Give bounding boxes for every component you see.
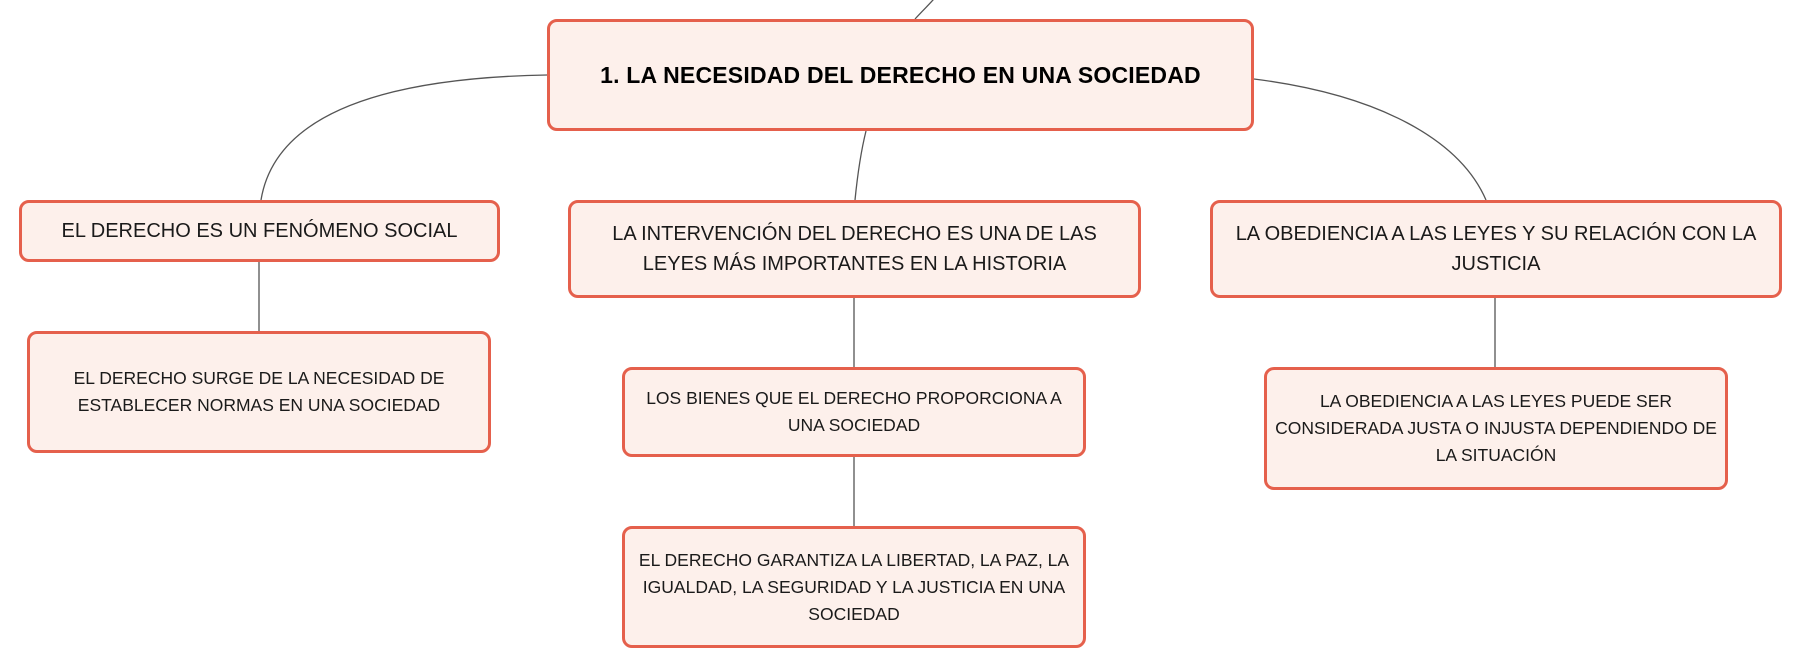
subtopic-node-obediencia-justa-injusta[interactable] bbox=[1264, 367, 1728, 490]
root-topic-label: 1. LA NECESIDAD DEL DERECHO EN UNA SOCIEDAD bbox=[600, 61, 1201, 88]
subtopic-label: LA OBEDIENCIA A LAS LEYES PUEDE SER CONSIDERADA JUSTA O INJUSTA DEPENDIENDO DE LA SITUACIÓN bbox=[1275, 391, 1717, 465]
connector-parent-to-root bbox=[915, 0, 938, 19]
branch-label: LA INTERVENCIÓN DEL DERECHO ES UNA DE LAS LEYES MÁS IMPORTANTES EN LA HISTORIA bbox=[612, 223, 1097, 275]
subtopic-label: EL DERECHO SURGE DE LA NECESIDAD DE ESTABLECER NORMAS EN UNA SOCIEDAD bbox=[73, 368, 445, 415]
subtopic-label: EL DERECHO GARANTIZA LA LIBERTAD, LA PAZ, LA IGUALDAD, LA SEGURIDAD Y LA JUSTICIA EN UNA SOCIEDAD bbox=[638, 549, 1070, 624]
branch-node-obediencia-a-las-leyes[interactable] bbox=[1210, 200, 1782, 298]
subtopic-node-derecho-garantiza[interactable] bbox=[622, 526, 1086, 648]
connector-root-to-branch-2 bbox=[855, 131, 866, 200]
subtopic-node-bienes-del-derecho[interactable] bbox=[622, 367, 1086, 457]
root-topic-node[interactable] bbox=[547, 19, 1254, 131]
branch-node-intervencion-del-derecho[interactable] bbox=[568, 200, 1141, 298]
branch-label: LA OBEDIENCIA A LAS LEYES Y SU RELACIÓN CON LA JUSTICIA bbox=[1235, 223, 1757, 275]
connector-root-to-branch-1 bbox=[261, 75, 547, 200]
subtopic-node-derecho-surge[interactable] bbox=[27, 331, 491, 453]
branch-node-derecho-fenomeno-social[interactable] bbox=[19, 200, 500, 262]
branch-label: EL DERECHO ES UN FENÓMENO SOCIAL bbox=[61, 220, 458, 242]
connector-root-to-branch-3 bbox=[1254, 79, 1486, 200]
subtopic-label: LOS BIENES QUE EL DERECHO PROPORCIONA A UNA SOCIEDAD bbox=[646, 388, 1062, 435]
